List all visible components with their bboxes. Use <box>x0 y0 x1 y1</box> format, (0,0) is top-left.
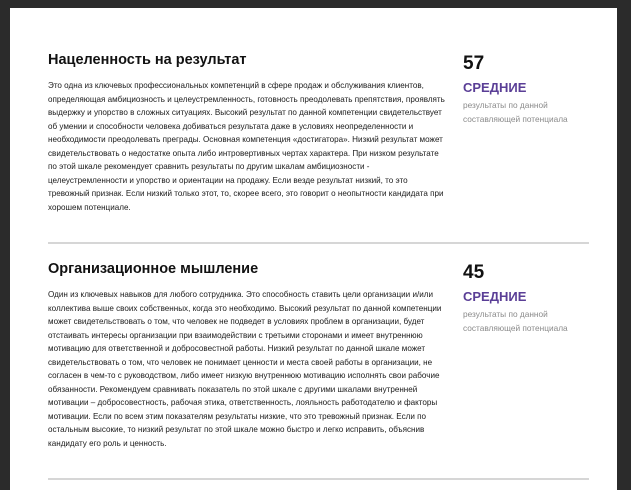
report-page <box>10 8 617 490</box>
section-description: Один из ключевых навыков для любого сотрудника. Это способность ставить цели организации и/или коллектива выше своих собственных, когда это необходимо. Высокий результат по данной компетенции может свидетельствовать о том, что человек не подведет в условиях проблем в организации, будет отстаивать интересы организации при взаимодействии с третьими сторонами и имеет внутреннюю мотивацию для ответственной и добросовестной работы. Низкий результат по данной шкале может свидетельствовать о том, что человек не понимает ценности и места своей работы в организации, не согласен в чем-то с руководством, либо имеет низкую внутреннюю мотивацию исполнять свои рабочие обязанности. Рекомендуем сравнивать показатель по этой шкале с другими шкалами внутренней мотивации – добросовестность, рабочая этика, ответственность, лояльность работодателю и факторы мотивации. Если по всем этим показателям результаты низкие, что это тревожный признак. Если по остальным высокие, то низкий результат по этой шкале можно быстро и легко исправить, объяснив кандидату его роль и ценность. <box>48 290 442 448</box>
score-block <box>463 52 589 126</box>
score-level: СРЕДНИЕ <box>463 80 527 95</box>
section-description: Это одна из ключевых профессиональных компетенций в сфере продаж и обслуживания клиентов, определяющая амбициозность и целеустремленность, готовность преодолевать препятствия, проявлять выдержку и упорство в сложных ситуациях. Высокий результат по данной компетенции свидетельствует об умении и способности человека добиваться результата даже в условиях неопределенности и необходимости преодолевать преграды. Основная компетенция «достигатора». Низкий результат может свидетельствовать о недостатке опыта либо интровертивных чертах характера. При низком результате по этой шкале рекомендует сравнить результаты по другим шкалам амбициозности - целеустремленности и упорство и ориентации на продажу. Если везде результат низкий, то это тревожный признак. Если низкий только этот, то, скорее всего, это говорит о неопытности кандидата при хорошем потенциале. <box>48 81 445 212</box>
section-title: Организационное мышление <box>48 261 259 277</box>
score-value: 45 <box>463 262 485 283</box>
section-title: Нацеленность на результат <box>48 52 247 68</box>
score-caption: результаты по данной составляющей потенциала <box>463 100 568 124</box>
score-value: 57 <box>463 53 485 74</box>
score-caption: результаты по данной составляющей потенциала <box>463 309 568 333</box>
section-divider <box>48 478 589 480</box>
section-divider <box>48 242 589 244</box>
score-block <box>463 261 589 335</box>
score-level: СРЕДНИЕ <box>463 289 527 304</box>
